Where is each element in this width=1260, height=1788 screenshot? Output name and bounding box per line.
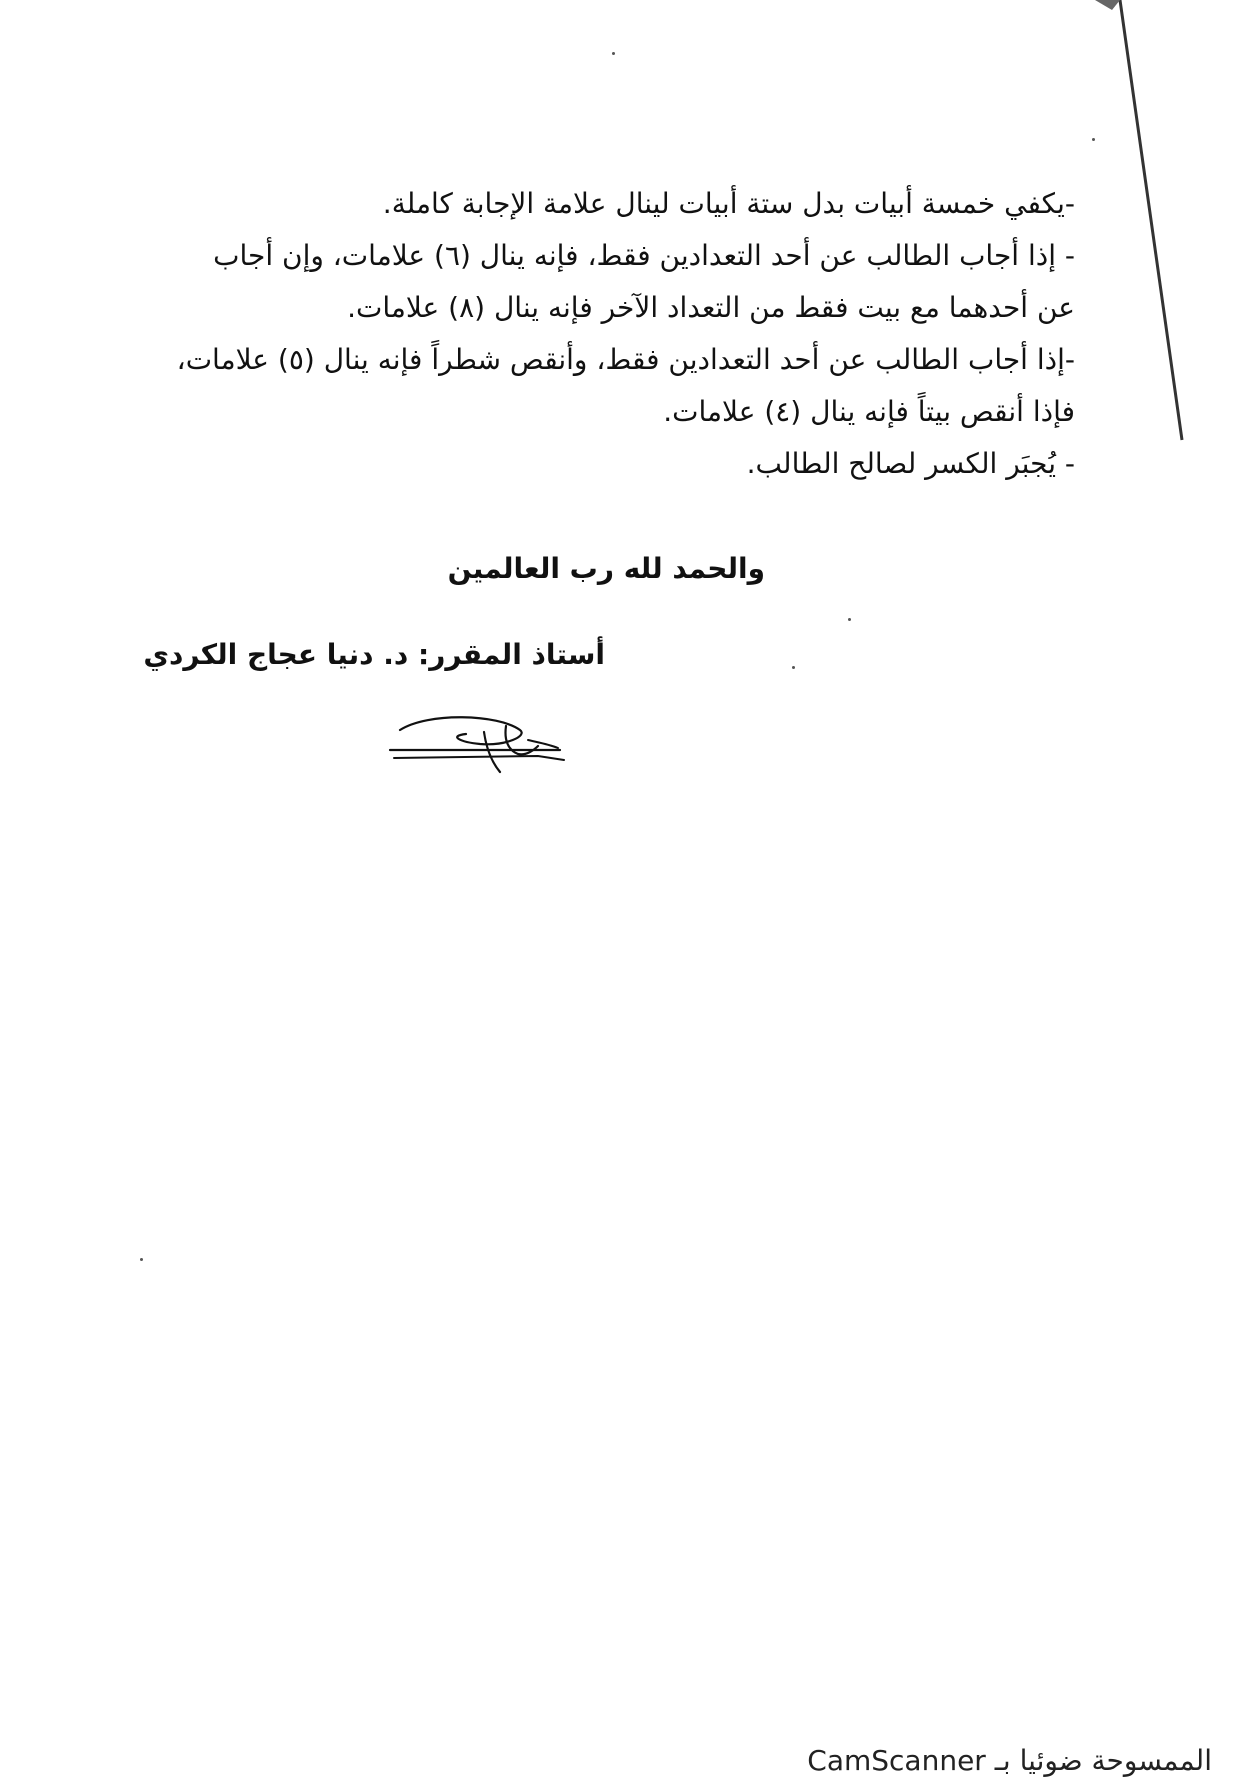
note-line: -إذا أجاب الطالب عن أحد التعدادين فقط، وأنقص شطراً فإنه ينال (٥) علامات،: [176, 343, 1075, 376]
scan-speck: [612, 52, 615, 55]
note-line: عن أحدهما مع بيت فقط من التعداد الآخر فإنه ينال (٨) علامات.: [347, 291, 1075, 324]
note-line: - إذا أجاب الطالب عن أحد التعدادين فقط، فإنه ينال (٦) علامات، وإن أجاب: [213, 239, 1075, 272]
scan-speck: [140, 1258, 143, 1261]
scan-speck: [848, 618, 851, 621]
note-line: فإذا أنقص بيتاً فإنه ينال (٤) علامات.: [663, 395, 1075, 428]
note-line: - يُجبَر الكسر لصالح الطالب.: [746, 447, 1075, 480]
camscanner-watermark: الممسوحة ضوئيا بـ CamScanner: [807, 1744, 1212, 1777]
instructor-name: أستاذ المقرر: د. دنيا عجاج الكردي: [143, 638, 605, 671]
note-line: -يكفي خمسة أبيات بدل ستة أبيات لينال علامة الإجابة كاملة.: [382, 187, 1075, 220]
marking-notes: [176, 178, 1075, 490]
scan-speck: [1092, 138, 1095, 141]
closing-line: والحمد لله رب العالمين: [447, 552, 765, 585]
scan-speck: [792, 666, 795, 669]
handwritten-signature: [388, 706, 568, 776]
